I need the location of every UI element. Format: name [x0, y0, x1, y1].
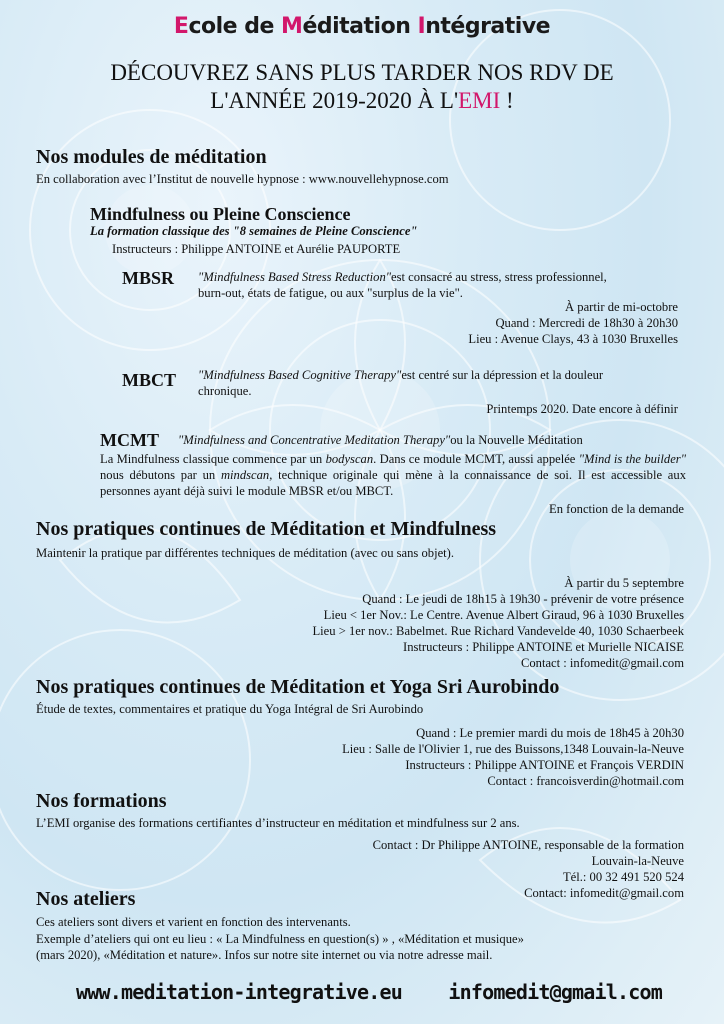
mcmt-code: MCMT — [100, 430, 159, 450]
mbct-description: "Mindfulness Based Cognitive Therapy"est centré sur la dépression et la douleur — [198, 368, 604, 382]
formations-title: Nos formations — [36, 790, 167, 812]
mindfulness-title: Mindfulness ou Pleine Conscience — [90, 204, 351, 224]
formations-email: Contact: infomedit@gmail.com — [524, 886, 684, 900]
mcmt-paragraph: La Mindfulness classique commence par un bodyscan. Dans ce module MCMT, aussi appelée "Mind is the builder" nous débutons par un mindscan, technique originale qui mène à la connaissance de soi. Il est accessible aux personnes ayant déjà suivi le module MBSR et/ou MBCT. — [100, 452, 686, 498]
mbsr-start: À partir de mi-octobre — [565, 300, 678, 314]
emi-highlight: EMI — [458, 88, 501, 113]
practice-yoga-subtitle: Étude de textes, commentaires et pratique du Yoga Intégral de Sri Aurobindo — [36, 702, 424, 716]
practice-mindfulness-subtitle: Maintenir la pratique par différentes techniques de méditation (avec ou sans objet). — [36, 546, 455, 560]
practice-mindfulness-contact: Contact : infomedit@gmail.com — [520, 656, 684, 670]
practice-yoga-contact: Contact : francoisverdin@hotmail.com — [487, 774, 684, 788]
school-name: Ecole de Méditation Intégrative — [173, 14, 551, 39]
formations-text: L’EMI organise des formations certifiantes d’instructeur en méditation et mindfulness sur 2 ans. — [36, 816, 520, 830]
practice-yoga-instructors: Instructeurs : Philippe ANTOINE et François VERDIN — [405, 758, 684, 772]
mindfulness-subtitle: La formation classique des "8 semaines de Pleine Conscience" — [90, 224, 418, 238]
practice-yoga-title: Nos pratiques continues de Méditation et Yoga Sri Aurobindo — [36, 676, 560, 698]
practice-mindfulness-when: Quand : Le jeudi de 18h15 à 19h30 - prévenir de votre présence — [362, 592, 684, 606]
practice-mindfulness-start: À partir du 5 septembre — [564, 576, 684, 590]
practice-yoga-when: Quand : Le premier mardi du mois de 18h45 à 20h30 — [416, 726, 684, 740]
mbsr-description: "Mindfulness Based Stress Reduction"est consacré au stress, stress professionnel, — [198, 270, 607, 284]
mbct-code: MBCT — [122, 370, 176, 390]
mbsr-code: MBSR — [122, 268, 175, 288]
practice-mindfulness-where-before: Lieu < 1er Nov.: Le Centre. Avenue Albert Giraud, 96 à 1030 Bruxelles — [323, 608, 684, 622]
modules-title: Nos modules de méditation — [36, 146, 267, 168]
headline-line1: DÉCOUVREZ SANS PLUS TARDER NOS RDV DE — [110, 60, 614, 85]
formations-city: Louvain-la-Neuve — [591, 854, 684, 868]
modules-subtitle: En collaboration avec l’Institut de nouvelle hypnose : www.nouvellehypnose.com — [36, 172, 449, 186]
practice-mindfulness-title: Nos pratiques continues de Méditation et Mindfulness — [36, 518, 497, 540]
footer-email-link[interactable]: infomedit@gmail.com — [448, 980, 662, 1004]
ateliers-line3: (mars 2020), «Méditation et nature». Infos sur notre site internet ou via notre adresse mail. — [36, 948, 493, 962]
mcmt-note: En fonction de la demande — [549, 502, 684, 516]
formations-tel: Tél.: 00 32 491 520 524 — [562, 870, 684, 884]
practice-mindfulness-instructors: Instructeurs : Philippe ANTOINE et Murielle NICAISE — [403, 640, 684, 654]
mcmt-description: "Mindfulness and Concentrative Meditation Therapy"ou la Nouvelle Méditation — [178, 433, 583, 447]
ateliers-title: Nos ateliers — [36, 888, 136, 910]
mbsr-where: Lieu : Avenue Clays, 43 à 1030 Bruxelles — [468, 332, 678, 346]
headline-line2: L'ANNÉE 2019-2020 À L'EMI ! — [210, 88, 514, 113]
ateliers-line1: Ces ateliers sont divers et varient en fonction des intervenants. — [36, 915, 351, 929]
mbct-date: Printemps 2020. Date encore à définir — [486, 402, 678, 416]
mindfulness-instructors: Instructeurs : Philippe ANTOINE et Aurélie PAUPORTE — [112, 242, 401, 256]
practice-yoga-where: Lieu : Salle de l'Olivier 1, rue des Buissons,1348 Louvain-la-Neuve — [342, 742, 684, 756]
practice-mindfulness-where-after: Lieu > 1er nov.: Babelmet. Rue Richard Vandevelde 40, 1030 Schaerbeek — [312, 624, 684, 638]
formations-contact: Contact : Dr Philippe ANTOINE, responsable de la formation — [372, 838, 684, 852]
ateliers-line2: Exemple d’ateliers qui ont eu lieu : « La Mindfulness en question(s) » , «Méditation et musique» — [36, 932, 524, 946]
mbsr-when: Quand : Mercredi de 18h30 à 20h30 — [495, 316, 678, 330]
mbct-description-line2: chronique. — [198, 384, 252, 398]
mbsr-description-line2: burn-out, états de fatigue, ou aux "surplus de la vie". — [198, 286, 463, 300]
footer-website-link[interactable]: www.meditation-integrative.eu — [76, 980, 402, 1004]
